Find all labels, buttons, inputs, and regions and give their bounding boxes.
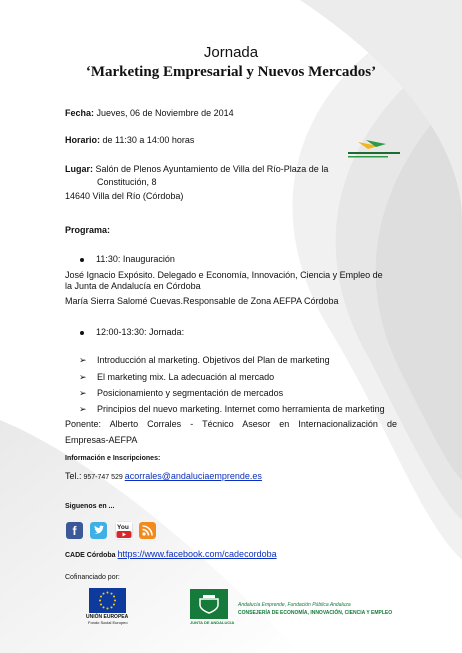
cofinanciado-label: Cofinanciado por: — [65, 574, 120, 581]
youtube-icon[interactable] — [115, 521, 133, 540]
eu-flag-logo — [89, 588, 126, 613]
eu-caption-2: Fondo Social Europeo — [88, 620, 128, 625]
horario-value: de 11:30 a 14:00 horas — [100, 135, 195, 145]
junta-caption: JUNTA DE ANDALUCIA — [190, 620, 235, 625]
arrow-bullet-icon: ➢ — [79, 355, 87, 365]
lugar-row — [65, 164, 328, 174]
topic-text: Posicionamiento y segmentación de mercados — [97, 388, 284, 398]
junta-andalucia-logo — [190, 589, 228, 619]
rss-icon[interactable] — [139, 522, 156, 539]
org-line-2: CONSEJERÍA DE ECONOMÍA, INNOVACIÓN, CIENCIA Y EMPLEO — [238, 610, 393, 616]
horario-row — [65, 135, 194, 145]
andalucia-emprende-logo — [338, 140, 406, 162]
programa-heading: Programa: — [65, 225, 111, 235]
arrow-bullet-icon: ➢ — [79, 404, 87, 414]
topic-item — [79, 404, 385, 415]
lugar-value: Salón de Plenos Ayuntamiento de Villa del Río-Plaza de la — [93, 164, 329, 174]
fecha-value: Jueves, 06 de Noviembre de 2014 — [94, 108, 234, 118]
fecha-row — [65, 108, 234, 118]
lugar-line-3: 14640 Villa del Río (Córdoba) — [65, 191, 184, 201]
email-link[interactable]: acorrales@andaluciaemprende.es — [124, 471, 262, 481]
social-heading: Siguenos en ... — [65, 503, 115, 510]
facebook-icon[interactable]: f — [66, 522, 83, 539]
tel-label: Tel.: — [65, 471, 82, 481]
bullet-dot-icon — [80, 258, 84, 262]
arrow-bullet-icon: ➢ — [79, 388, 87, 398]
speaker-2: María Sierra Salomé Cuevas.Responsable de Zona AEFPA Córdoba — [65, 296, 339, 306]
topic-item — [79, 388, 283, 399]
cade-facebook-link[interactable]: https://www.facebook.com/cadecordoba — [117, 549, 277, 559]
topic-item — [79, 355, 330, 366]
eu-caption-1: UNIÓN EUROPEA — [86, 614, 129, 620]
info-heading: Información e Inscripciones: — [65, 455, 161, 462]
topic-text: El marketing mix. La adecuación al mercado — [97, 372, 275, 382]
ponente-line-2: Empresas-AEFPA — [65, 435, 138, 445]
lugar-label: Lugar: — [65, 164, 93, 174]
twitter-icon[interactable] — [90, 522, 107, 539]
topic-text: Principios del nuevo marketing. Internet como herramienta de marketing — [97, 404, 385, 414]
lugar-line-2: Constitución, 8 — [97, 177, 157, 187]
arrow-bullet-icon: ➢ — [79, 372, 87, 382]
title-line-2: ‘Marketing Empresarial y Nuevos Mercados’ — [85, 64, 377, 80]
tel-value: 957-747 529 — [81, 474, 125, 481]
ponente-line-1: Ponente: Alberto Corrales - Técnico Asesor en Internacionalización de — [65, 419, 397, 429]
program-item-1-text: 11:30: Inauguración — [96, 254, 175, 264]
topic-text: Introducción al marketing. Objetivos del Plan de marketing — [97, 355, 330, 365]
title-line-1: Jornada — [203, 44, 259, 61]
speaker-1-line-1: José Ignacio Expósito. Delegado e Economía, Innovación, Ciencia y Empleo de — [65, 270, 383, 280]
cade-label: CADE Córdoba — [65, 552, 118, 559]
youtube-icon-text: You — [117, 524, 129, 531]
org-line-1: Andalucía Emprende, Fundación Pública Andaluza — [238, 602, 351, 608]
program-item-2 — [80, 327, 184, 337]
horario-label: Horario: — [65, 135, 101, 145]
speaker-1-line-2: la Junta de Andalucía en Córdoba — [65, 281, 201, 291]
bullet-dot-icon — [80, 331, 84, 335]
program-item-2-text: 12:00-13:30: Jornada: — [96, 327, 185, 337]
cade-row — [65, 549, 277, 559]
topic-item — [79, 372, 274, 383]
program-item-1 — [80, 254, 175, 264]
fecha-label: Fecha: — [65, 108, 95, 118]
contact-row — [65, 471, 262, 481]
